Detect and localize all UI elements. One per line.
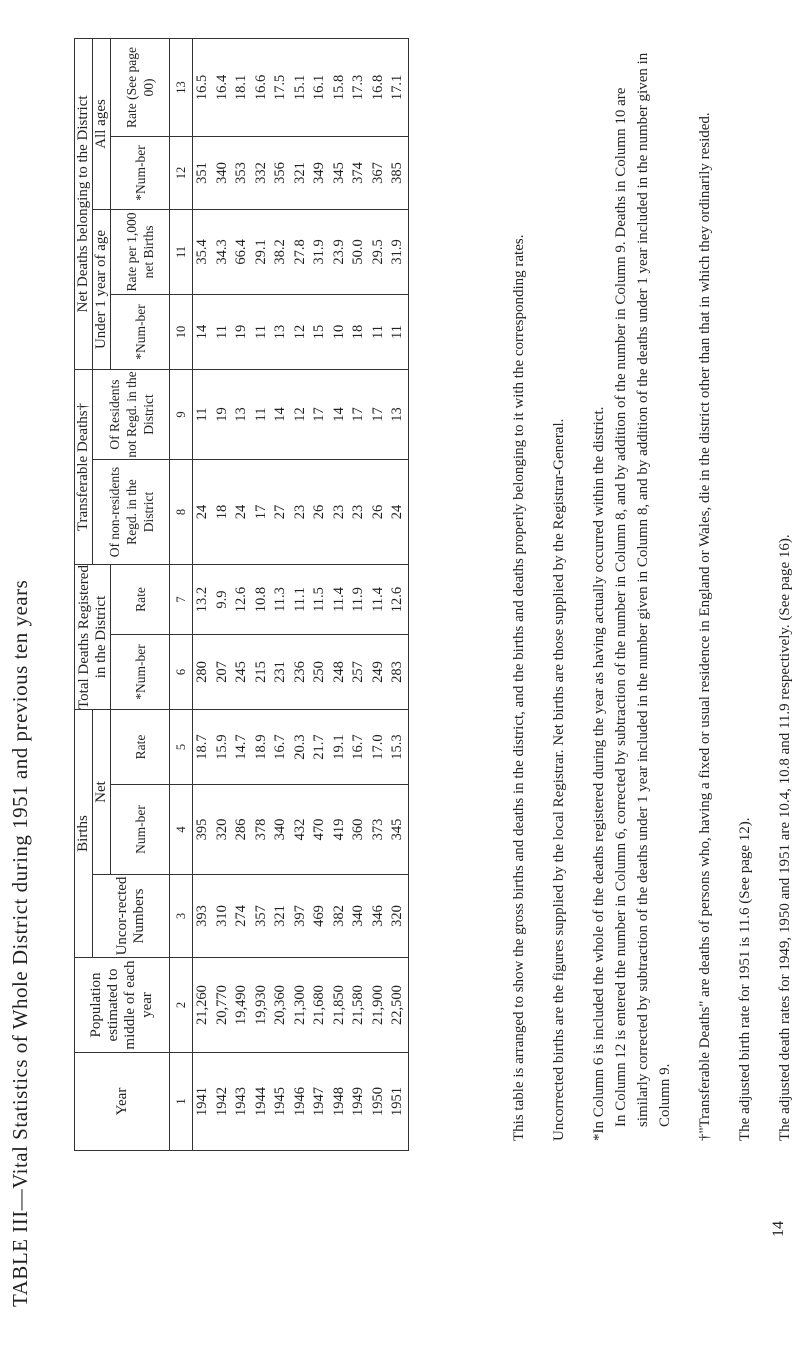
- cell-all-rate: 17.3: [349, 38, 369, 136]
- cell-inf-number: 11: [252, 294, 272, 369]
- cell-inf-number: 11: [213, 294, 233, 369]
- cell-deaths-rate: 11.9: [349, 565, 369, 635]
- cell-deaths-number: 248: [330, 635, 350, 710]
- cell-non-res: 26: [310, 460, 330, 565]
- cell-inf-rate: 27.8: [291, 209, 311, 294]
- cell-deaths-number: 236: [291, 635, 311, 710]
- column-number: 10: [170, 294, 193, 369]
- footnotes: [508, 41, 800, 1141]
- cell-inf-rate: 31.9: [310, 209, 330, 294]
- cell-uncorrected: 346: [369, 875, 389, 958]
- cell-deaths-number: 249: [369, 635, 389, 710]
- cell-all-rate: 16.8: [369, 38, 389, 136]
- cell-year: 1947: [310, 1053, 330, 1151]
- column-number: 6: [170, 635, 193, 710]
- cell-uncorrected: 321: [271, 875, 291, 958]
- cell-deaths-number: 231: [271, 635, 291, 710]
- table-row: [330, 38, 350, 1150]
- cell-all-rate: 15.8: [330, 38, 350, 136]
- cell-all-rate: 17.5: [271, 38, 291, 136]
- cell-net-rate: 16.7: [349, 710, 369, 785]
- cell-deaths-rate: 13.2: [193, 565, 213, 635]
- cell-deaths-number: 207: [213, 635, 233, 710]
- cell-all-rate: 16.1: [310, 38, 330, 136]
- cell-deaths-rate: 11.1: [291, 565, 311, 635]
- header-transferable: Transferable Deaths†: [75, 369, 93, 564]
- cell-res: 17: [369, 369, 389, 459]
- cell-population: 21,300: [291, 958, 311, 1053]
- cell-year: 1946: [291, 1053, 311, 1151]
- header-uncorrected: Uncor-rected Numbers: [93, 875, 170, 958]
- header-year: Year: [75, 1053, 170, 1151]
- cell-all-number: 345: [330, 136, 350, 209]
- cell-non-res: 27: [271, 460, 291, 565]
- header-net-rate: Rate: [111, 710, 170, 785]
- column-number: 8: [170, 460, 193, 565]
- cell-inf-rate: 29.1: [252, 209, 272, 294]
- cell-inf-rate: 29.5: [369, 209, 389, 294]
- cell-population: 21,850: [330, 958, 350, 1053]
- cell-non-res: 23: [330, 460, 350, 565]
- cell-inf-number: 14: [193, 294, 213, 369]
- cell-inf-rate: 34.3: [213, 209, 233, 294]
- cell-all-number: 332: [252, 136, 272, 209]
- cell-all-rate: 17.1: [388, 38, 408, 136]
- header-deaths-number: *Num-ber: [111, 635, 170, 710]
- cell-all-number: 351: [193, 136, 213, 209]
- column-number: 9: [170, 369, 193, 459]
- cell-deaths-number: 257: [349, 635, 369, 710]
- cell-year: 1942: [213, 1053, 233, 1151]
- cell-inf-rate: 38.2: [271, 209, 291, 294]
- cell-uncorrected: 393: [193, 875, 213, 958]
- table-row: [291, 38, 311, 1150]
- cell-year: 1945: [271, 1053, 291, 1151]
- cell-net-number: 286: [232, 785, 252, 875]
- cell-net-number: 432: [291, 785, 311, 875]
- cell-deaths-rate: 11.3: [271, 565, 291, 635]
- cell-inf-number: 19: [232, 294, 252, 369]
- cell-net-rate: 21.7: [310, 710, 330, 785]
- cell-inf-number: 18: [349, 294, 369, 369]
- cell-all-number: 321: [291, 136, 311, 209]
- cell-res: 19: [213, 369, 233, 459]
- header-residents: Of Residents not Regd. in the District: [93, 369, 170, 459]
- cell-res: 11: [193, 369, 213, 459]
- column-number: 12: [170, 136, 193, 209]
- header-infant-number: *Num-ber: [111, 294, 170, 369]
- header-all-rate: Rate (See page 00): [111, 38, 170, 136]
- cell-inf-number: 11: [369, 294, 389, 369]
- header-total-deaths: Total Deaths Registered in the District: [75, 565, 109, 709]
- cell-deaths-rate: 9.9: [213, 565, 233, 635]
- cell-inf-number: 11: [388, 294, 408, 369]
- cell-population: 21,900: [369, 958, 389, 1053]
- cell-uncorrected: 320: [388, 875, 408, 958]
- cell-population: 21,680: [310, 958, 330, 1053]
- cell-all-number: 385: [388, 136, 408, 209]
- table-row: [232, 38, 252, 1150]
- cell-population: 20,360: [271, 958, 291, 1053]
- cell-all-number: 374: [349, 136, 369, 209]
- cell-res: 11: [252, 369, 272, 459]
- cell-year: 1943: [232, 1053, 252, 1151]
- cell-deaths-rate: 10.8: [252, 565, 272, 635]
- header-all-ages: All ages: [93, 38, 111, 209]
- note-column-6: *In Column 6 is included the whole of the deaths registered during the year as having actually occurred within the district.: [591, 406, 607, 1141]
- cell-net-number: 345: [388, 785, 408, 875]
- cell-net-number: 395: [193, 785, 213, 875]
- cell-res: 14: [330, 369, 350, 459]
- cell-all-number: 367: [369, 136, 389, 209]
- cell-net-rate: 18.9: [252, 710, 272, 785]
- table-row: [271, 38, 291, 1150]
- cell-year: 1941: [193, 1053, 213, 1151]
- cell-all-number: 353: [232, 136, 252, 209]
- cell-net-rate: 17.0: [369, 710, 389, 785]
- cell-res: 13: [232, 369, 252, 459]
- cell-uncorrected: 469: [310, 875, 330, 958]
- cell-deaths-number: 283: [388, 635, 408, 710]
- cell-non-res: 23: [291, 460, 311, 565]
- cell-deaths-rate: 11.4: [330, 565, 350, 635]
- cell-year: 1950: [369, 1053, 389, 1151]
- column-number: 11: [170, 209, 193, 294]
- cell-res: 17: [310, 369, 330, 459]
- cell-net-rate: 20.3: [291, 710, 311, 785]
- cell-population: 19,490: [232, 958, 252, 1053]
- cell-net-number: 470: [310, 785, 330, 875]
- cell-non-res: 24: [388, 460, 408, 565]
- header-deaths-rate: Rate: [111, 565, 170, 635]
- header-births: Births: [75, 710, 93, 958]
- header-all-number: *Num-ber: [111, 136, 170, 209]
- cell-res: 17: [349, 369, 369, 459]
- cell-net-number: 340: [271, 785, 291, 875]
- cell-deaths-number: 215: [252, 635, 272, 710]
- cell-year: 1949: [349, 1053, 369, 1151]
- cell-all-number: 349: [310, 136, 330, 209]
- cell-inf-rate: 66.4: [232, 209, 252, 294]
- cell-uncorrected: 397: [291, 875, 311, 958]
- cell-uncorrected: 357: [252, 875, 272, 958]
- cell-inf-number: 12: [291, 294, 311, 369]
- cell-uncorrected: 310: [213, 875, 233, 958]
- cell-population: 21,260: [193, 958, 213, 1053]
- column-number: 7: [170, 565, 193, 635]
- cell-net-rate: 18.7: [193, 710, 213, 785]
- cell-net-number: 320: [213, 785, 233, 875]
- cell-deaths-number: 250: [310, 635, 330, 710]
- note-transferable: †"Transferable Deaths" are deaths of persons who, having a fixed or usual residence in England or Wales, die in the district other than that in which they ordinarily resided.: [697, 112, 713, 1141]
- header-infant-rate: Rate per 1,000 net Births: [111, 209, 170, 294]
- cell-deaths-number: 245: [232, 635, 252, 710]
- table-row: [369, 38, 389, 1150]
- cell-population: 19,930: [252, 958, 272, 1053]
- cell-all-number: 340: [213, 136, 233, 209]
- cell-uncorrected: 382: [330, 875, 350, 958]
- column-number: 4: [170, 785, 193, 875]
- cell-all-rate: 16.6: [252, 38, 272, 136]
- cell-inf-number: 13: [271, 294, 291, 369]
- note-arrangement: This table is arranged to show the gross births and deaths in the district, and the births and deaths properly belonging to it with the corresponding rates.: [511, 234, 527, 1141]
- cell-deaths-rate: 12.6: [232, 565, 252, 635]
- header-non-residents: Of non-residents Regd. in the District: [93, 460, 170, 565]
- cell-net-rate: 16.7: [271, 710, 291, 785]
- cell-all-rate: 16.5: [193, 38, 213, 136]
- header-net: Net: [93, 710, 111, 875]
- cell-net-rate: 15.3: [388, 710, 408, 785]
- cell-non-res: 24: [193, 460, 213, 565]
- column-number: 1: [170, 1053, 193, 1151]
- cell-all-rate: 16.4: [213, 38, 233, 136]
- cell-net-rate: 19.1: [330, 710, 350, 785]
- cell-uncorrected: 274: [232, 875, 252, 958]
- table-row: [349, 38, 369, 1150]
- cell-res: 12: [291, 369, 311, 459]
- cell-deaths-number: 280: [193, 635, 213, 710]
- page-number: 14: [770, 1221, 787, 1237]
- cell-inf-rate: 31.9: [388, 209, 408, 294]
- cell-year: 1948: [330, 1053, 350, 1151]
- cell-deaths-rate: 11.4: [369, 565, 389, 635]
- table-title: TABLE III—Vital Statistics of Whole District during 1951 and previous ten years: [8, 579, 32, 1307]
- cell-all-number: 356: [271, 136, 291, 209]
- note-birth-rate: The adjusted birth rate for 1951 is 11.6 (See page 12).: [737, 817, 753, 1141]
- cell-res: 13: [388, 369, 408, 459]
- cell-net-rate: 14.7: [232, 710, 252, 785]
- header-under-1: Under 1 year of age: [93, 209, 111, 369]
- cell-net-number: 378: [252, 785, 272, 875]
- cell-net-rate: 15.9: [213, 710, 233, 785]
- cell-uncorrected: 340: [349, 875, 369, 958]
- column-number: 13: [170, 38, 193, 136]
- cell-all-rate: 15.1: [291, 38, 311, 136]
- note-uncorrected: Uncorrected births are the figures supplied by the local Registrar. Net births are those supplied by the Registrar-General.: [551, 418, 567, 1141]
- table-row: [193, 38, 213, 1150]
- cell-non-res: 24: [232, 460, 252, 565]
- cell-non-res: 17: [252, 460, 272, 565]
- cell-population: 22,500: [388, 958, 408, 1053]
- column-number: 5: [170, 710, 193, 785]
- cell-inf-rate: 23.9: [330, 209, 350, 294]
- table-row: [388, 38, 408, 1150]
- header-net-deaths: Net Deaths belonging to the District: [75, 38, 93, 369]
- cell-inf-rate: 35.4: [193, 209, 213, 294]
- table-row: [252, 38, 272, 1150]
- cell-net-number: 360: [349, 785, 369, 875]
- cell-inf-number: 10: [330, 294, 350, 369]
- cell-net-number: 373: [369, 785, 389, 875]
- note-death-rates: The adjusted death rates for 1949, 1950 and 1951 are 10.4, 10.8 and 11.9 respectively. (See page 16).: [777, 534, 793, 1141]
- cell-inf-number: 15: [310, 294, 330, 369]
- cell-year: 1951: [388, 1053, 408, 1151]
- cell-deaths-rate: 11.5: [310, 565, 330, 635]
- column-number: 2: [170, 958, 193, 1053]
- cell-all-rate: 18.1: [232, 38, 252, 136]
- column-number: 3: [170, 875, 193, 958]
- table-body: [193, 38, 409, 1150]
- table-row: [213, 38, 233, 1150]
- cell-net-number: 419: [330, 785, 350, 875]
- cell-deaths-rate: 12.6: [388, 565, 408, 635]
- cell-res: 14: [271, 369, 291, 459]
- cell-year: 1944: [252, 1053, 272, 1151]
- cell-population: 20,770: [213, 958, 233, 1053]
- note-column-12: In Column 12 is entered the number in Column 6, corrected by subtraction of the number in Column 8, and by addition of the number in Column 9. Deaths in Column 10 are similarly corrected by subtraction of the deaths under 1 year included in the number given in Column 8, and by addition of the deaths under 1 year included in the number given in Column 9.: [613, 52, 673, 1127]
- table-row: [310, 38, 330, 1150]
- cell-inf-rate: 50.0: [349, 209, 369, 294]
- vital-statistics-table: [74, 38, 409, 1151]
- cell-non-res: 23: [349, 460, 369, 565]
- header-population: Population estimated to middle of each year: [75, 958, 170, 1053]
- cell-non-res: 26: [369, 460, 389, 565]
- cell-population: 21,580: [349, 958, 369, 1053]
- header-net-number: Num-ber: [111, 785, 170, 875]
- cell-non-res: 18: [213, 460, 233, 565]
